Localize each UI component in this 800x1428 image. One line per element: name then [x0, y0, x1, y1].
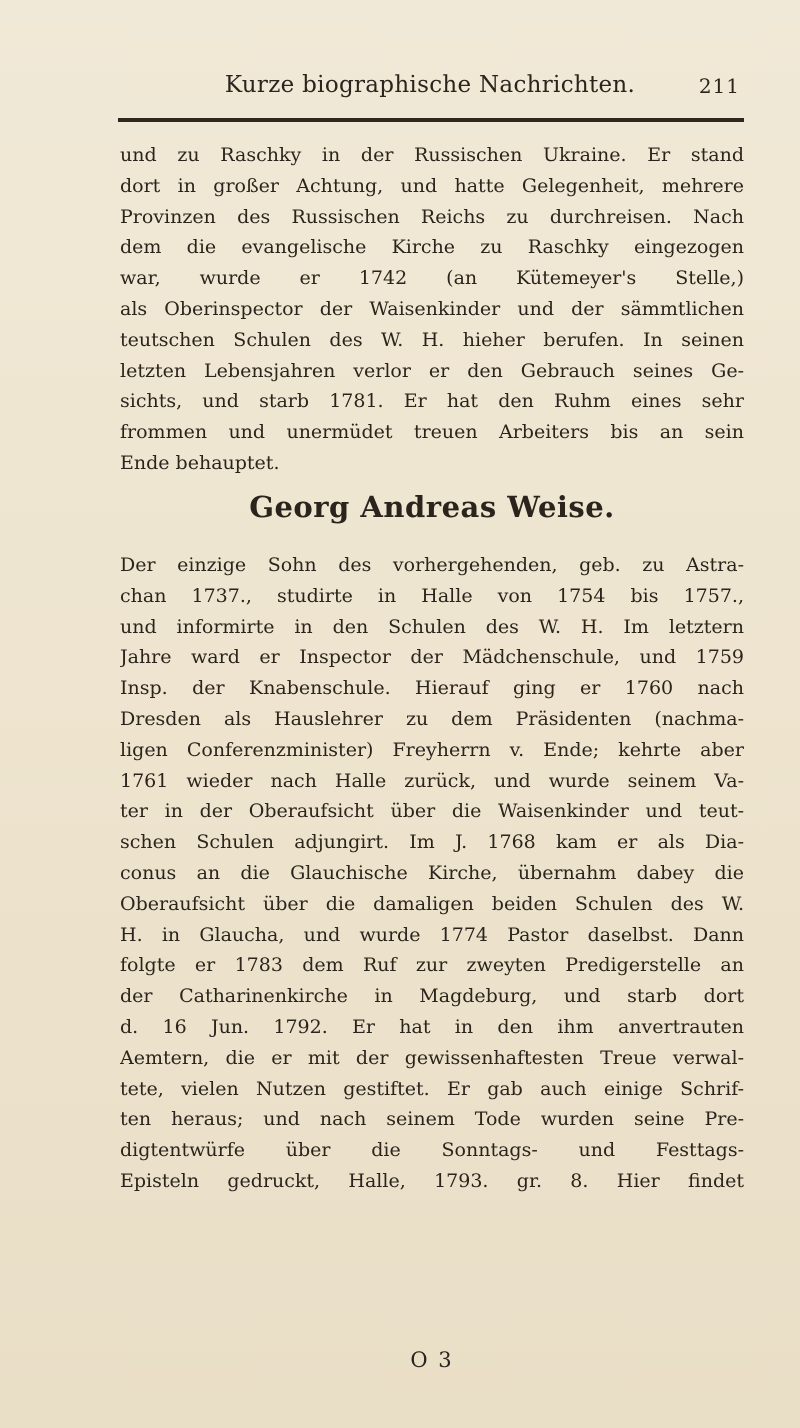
- text-line: frommen und unermüdet treuen Arbeiters bis an sein: [120, 421, 744, 444]
- running-title: Kurze biographische Nachrichten.: [224, 72, 636, 98]
- page-number: 211: [698, 74, 740, 98]
- text-line: als Oberinspector der Waisenkinder und der sämmtlichen: [120, 297, 744, 320]
- text-line: Jahre ward er Inspector der Mädchenschule, und 1759: [120, 646, 744, 669]
- text-line: Episteln gedruckt, Halle, 1793. gr. 8. Hier findet: [120, 1169, 744, 1192]
- text-line: teutschen Schulen des W. H. hieher berufen. In seinen: [120, 328, 744, 351]
- text-line: Dresden als Hauslehrer zu dem Präsidenten (nachma-: [120, 707, 744, 730]
- text-line: d. 16 Jun. 1792. Er hat in den ihm anvertrauten: [120, 1015, 744, 1038]
- text-line: schen Schulen adjungirt. Im J. 1768 kam er als Dia-: [120, 831, 744, 854]
- signature-mark: O 3: [410, 1348, 454, 1372]
- text-line: chan 1737., studirte in Halle von 1754 bis 1757.,: [120, 584, 744, 607]
- text-line: war, wurde er 1742 (an Kütemeyer's Stelle,): [120, 267, 744, 290]
- text-line: dort in großer Achtung, und hatte Gelegenheit, mehrere: [120, 174, 744, 197]
- text-line: letzten Lebensjahren verlor er den Gebrauch seines Ge-: [120, 359, 744, 382]
- text-line: Der einzige Sohn des vorhergehenden, geb. zu Astra-: [120, 554, 744, 576]
- running-head: [120, 72, 740, 108]
- text-line: sichts, und starb 1781. Er hat den Ruhm eines sehr: [120, 390, 744, 413]
- text-line: folgte er 1783 dem Ruf zur zweyten Predigerstelle an: [120, 954, 744, 977]
- text-line: H. in Glaucha, und wurde 1774 Pastor daselbst. Dann: [120, 923, 744, 946]
- text-line: der Catharinenkirche in Magdeburg, und starb dort: [120, 985, 744, 1008]
- biography-paragraph: [120, 550, 744, 1197]
- text-line: Aemtern, die er mit der gewissenhaftesten Treue verwal-: [120, 1046, 744, 1069]
- text-line: conus an die Glauchische Kirche, übernahm dabey die: [120, 861, 744, 884]
- text-line: ligen Conferenzminister) Freyherrn v. Ende; kehrte aber: [120, 738, 744, 761]
- text-line: tete, vielen Nutzen gestiftet. Er gab auch einige Schrif-: [120, 1077, 744, 1100]
- text-line: Insp. der Knabenschule. Hierauf ging er 1760 nach: [120, 677, 744, 700]
- text-line: dem die evangelische Kirche zu Raschky eingezogen: [120, 236, 744, 259]
- section-heading: Georg Andreas Weise.: [249, 490, 615, 524]
- text-line: Provinzen des Russischen Reichs zu durchreisen. Nach: [120, 205, 744, 228]
- text-line: digtentwürfe über die Sonntags- und Festtags-: [120, 1139, 744, 1162]
- text-line: ter in der Oberaufsicht über die Waisenkinder und teut-: [120, 800, 744, 823]
- header-rule: [118, 118, 744, 122]
- text-line: ten heraus; und nach seinem Tode wurden seine Pre-: [120, 1108, 744, 1131]
- paragraph-continuation: [120, 140, 744, 479]
- text-line: und informirte in den Schulen des W. H. Im letztern: [120, 615, 744, 638]
- text-line: und zu Raschky in der Russischen Ukraine. Er stand: [120, 144, 744, 166]
- text-line: Ende behauptet.: [120, 451, 280, 474]
- text-line: Oberaufsicht über die damaligen beiden Schulen des W.: [120, 892, 744, 915]
- text-line: 1761 wieder nach Halle zurück, und wurde seinem Va-: [120, 769, 744, 792]
